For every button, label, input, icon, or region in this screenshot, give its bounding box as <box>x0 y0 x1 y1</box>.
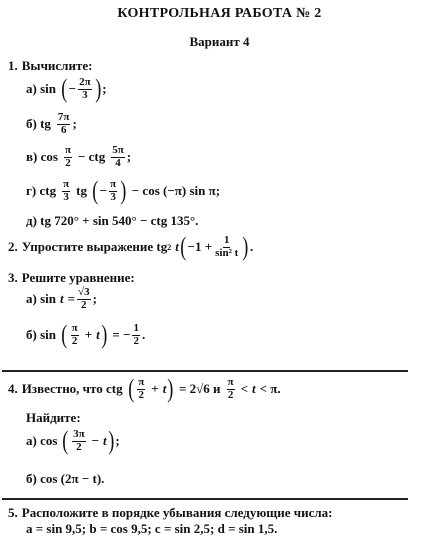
less-than: < <box>240 381 248 396</box>
task4-b-text: б) cos (2π − t). <box>26 471 105 486</box>
exponent: 2 <box>167 242 172 252</box>
task3-title: Решите уравнение: <box>21 270 135 285</box>
task5-text: Расположите в порядке убывания следующие числа: <box>21 505 333 520</box>
fraction <box>132 323 140 347</box>
period: . <box>141 327 146 342</box>
task1-e-text: д) tg 720° + sin 540° − ctg 135°. <box>26 213 199 228</box>
paren-open: ( <box>61 320 68 349</box>
paren-open: ( <box>180 232 187 261</box>
fraction <box>111 145 125 169</box>
tail-text: − cos (−π) sin π; <box>131 183 221 198</box>
task1-title: Вычислите: <box>21 58 93 73</box>
paren-close: ) <box>107 426 115 455</box>
task1-d-label: г) ctg <box>26 183 57 198</box>
paren-close: ) <box>94 74 101 103</box>
task5-values-text: a = sin 9,5; b = cos 9,5; c = sin 2,5; d = sin 1,5. <box>26 521 278 536</box>
plus-sign: + <box>84 327 93 342</box>
task1-b <box>26 112 77 136</box>
variable: t <box>162 381 167 396</box>
semicolon: ; <box>92 291 97 307</box>
denominator: 3 <box>82 88 88 101</box>
minus-sign: − <box>91 433 100 448</box>
inner-text: −1 + <box>187 239 213 254</box>
paren-open: ( <box>127 374 134 403</box>
semicolon: ; <box>72 116 77 132</box>
denominator: 2 <box>133 334 139 347</box>
task5-values <box>26 521 277 537</box>
fraction <box>214 235 239 259</box>
numerator: 3π <box>73 427 85 440</box>
numerator: π <box>71 321 78 334</box>
fraction <box>137 377 145 401</box>
task3-a <box>26 287 97 311</box>
task4-number: 4. <box>8 381 18 396</box>
minus-sign: − <box>68 81 77 96</box>
task5-number: 5. <box>8 505 18 520</box>
numerator: 1 <box>223 233 230 246</box>
variant-label: Вариант 4 <box>189 34 250 49</box>
paren-close: ) <box>101 320 108 349</box>
task1-a-label: а) sin <box>26 81 56 96</box>
fraction <box>77 287 91 311</box>
denominator: 6 <box>60 123 67 136</box>
paren-close: ) <box>167 374 174 403</box>
equals-sign: = <box>67 291 76 307</box>
task3-a-label: а) sin <box>26 291 56 307</box>
task4-b <box>26 471 104 487</box>
task1-heading <box>8 58 92 74</box>
task3-heading <box>8 270 135 286</box>
denominator: 2 <box>81 298 87 311</box>
fraction <box>72 429 86 453</box>
denominator: 2 <box>76 440 82 453</box>
variable: t <box>59 291 64 307</box>
task1-d <box>26 178 220 204</box>
task2-number: 2. <box>8 239 18 254</box>
paren-close: ) <box>120 176 127 205</box>
fraction <box>109 179 117 203</box>
task1-c-label: в) cos <box>26 149 58 165</box>
variable: t <box>96 327 100 342</box>
task1-e <box>26 213 198 229</box>
section-divider <box>2 370 408 372</box>
task4-a-label: а) cos <box>26 433 58 448</box>
find-label: Найдите: <box>26 410 81 425</box>
less-than-pi: < π. <box>259 381 281 396</box>
equals-sign: = − <box>112 327 131 342</box>
numerator: √3 <box>78 286 90 298</box>
section-divider <box>2 498 408 500</box>
fraction <box>78 77 92 101</box>
paren-open: ( <box>92 176 99 205</box>
fraction <box>64 145 72 169</box>
minus-sign: − <box>99 183 108 198</box>
numerator: 2π <box>79 75 91 88</box>
task1-a <box>26 76 107 102</box>
numerator: π <box>64 144 71 156</box>
middle-text: − ctg <box>77 149 106 165</box>
denominator: 2 <box>138 388 145 401</box>
task3-b <box>26 322 145 348</box>
task1-b-label: б) tg <box>26 116 51 132</box>
fraction <box>62 179 70 203</box>
paren-open: ( <box>62 426 69 455</box>
numerator: 5π <box>112 144 124 156</box>
task4-a <box>26 428 120 454</box>
fraction <box>227 377 235 401</box>
denominator: 2 <box>65 156 71 169</box>
numerator: π <box>63 177 70 190</box>
denominator: 3 <box>110 190 116 203</box>
task1-c <box>26 145 131 169</box>
fraction <box>71 323 79 347</box>
period: . <box>249 239 254 254</box>
task3-number: 3. <box>8 270 18 285</box>
paren-open: ( <box>61 74 68 103</box>
task4 <box>8 376 281 402</box>
task5 <box>8 505 333 521</box>
denominator: 2 <box>227 388 234 401</box>
denominator: 4 <box>115 156 121 169</box>
task1-number: 1. <box>8 58 18 73</box>
semicolon: ; <box>102 81 107 96</box>
task4-text: Известно, что ctg <box>21 381 123 396</box>
task2 <box>8 234 253 260</box>
middle-text: tg <box>76 183 87 198</box>
variable: t <box>103 433 107 448</box>
numerator: 1 <box>133 321 139 334</box>
variable: t <box>175 239 179 254</box>
denominator: sin² t <box>215 246 239 259</box>
numerator: π <box>138 375 145 388</box>
denominator: 3 <box>63 190 69 203</box>
fraction <box>57 112 71 136</box>
plus-sign: + <box>151 381 159 396</box>
numerator: π <box>110 177 117 190</box>
semicolon: ; <box>126 149 132 165</box>
semicolon: ; <box>115 433 120 448</box>
paren-close: ) <box>242 232 249 261</box>
numerator: 7π <box>57 111 70 123</box>
equals-text: = 2√6 и <box>179 381 221 396</box>
page-title: КОНТРОЛЬНАЯ РАБОТА № 2 <box>117 6 322 21</box>
denominator: 2 <box>71 334 78 347</box>
numerator: π <box>227 375 234 388</box>
variable: t <box>252 381 256 396</box>
task2-text: Упростите выражение tg <box>21 239 168 254</box>
task4-find <box>26 410 81 426</box>
task3-b-label: б) sin <box>26 327 56 342</box>
